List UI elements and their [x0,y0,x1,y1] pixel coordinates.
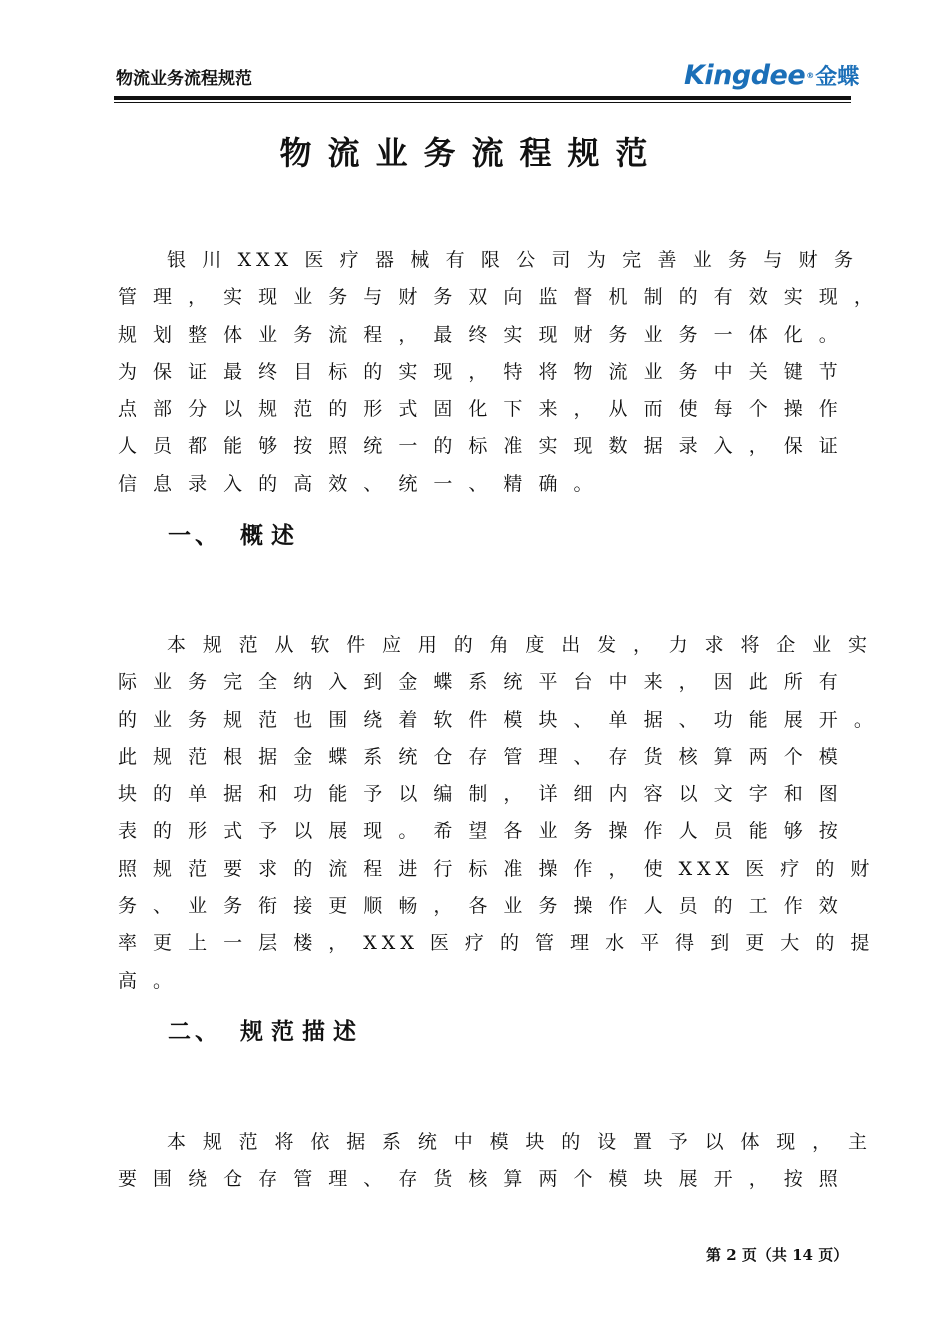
logo-chinese-mark: 金蝶 [815,65,860,90]
paragraph-line: 际 业 务 完 全 纳 入 到 金 蝶 系 统 平 台 中 来 ， 因 此 所 有 [118,671,843,694]
paragraph-line: 点 部 分 以 规 范 的 形 式 固 化 下 来 ， 从 而 使 每 个 操 作 [118,398,843,421]
paragraph-line: 规 划 整 体 业 务 流 程 ， 最 终 实 现 财 务 业 务 一 体 化 。 [118,323,843,346]
page-number: 第 2 页（共 14 页） [706,1246,849,1264]
header-title: 物流业务流程规范 [116,69,252,89]
logo-registered-mark: ® [806,70,815,80]
paragraph-line: 此 规 范 根 据 金 蝶 系 统 仓 存 管 理 、 存 货 核 算 两 个 模 [118,745,843,768]
intro-paragraph [118,242,878,503]
document-title: 物流业务流程规范 [279,134,664,172]
section-number: 一、 [168,523,222,549]
paragraph-line: 的 业 务 规 范 也 围 绕 着 软 件 模 块 、 单 据 、 功 能 展 开 。 [118,708,878,731]
spec-paragraph [118,1124,872,1199]
header-rule-thin [114,102,851,103]
paragraph-line: 信 息 录 入 的 高 效 、 统 一 、 精 确 。 [118,472,598,495]
paragraph-line: 本 规 范 从 软 件 应 用 的 角 度 出 发 ， 力 求 将 企 业 实 [167,634,872,656]
paragraph-line: 本 规 范 将 依 据 系 统 中 模 块 的 设 置 予 以 体 现 ， 主 [167,1131,872,1153]
header-rule-thick [114,96,851,100]
paragraph-line: 务 、 业 务 衔 接 更 顺 畅 ， 各 业 务 操 作 人 员 的 工 作 效 [118,895,843,918]
paragraph-line: 表 的 形 式 予 以 展 现 。 希 望 各 业 务 操 作 人 员 能 够 按 [118,820,843,843]
paragraph-line: 人 员 都 能 够 按 照 统 一 的 标 准 实 现 数 据 录 入 ， 保 证 [118,435,843,458]
paragraph-line: 管 理 ， 实 现 业 务 与 财 务 双 向 监 督 机 制 的 有 效 实 现 ， [118,286,878,309]
section-number: 二、 [168,1019,222,1045]
section-heading-overview [168,517,302,550]
overview-paragraph [118,627,878,1000]
section-title: 规范描述 [240,1019,364,1045]
paragraph-line: 率 更 上 一 层 楼 ， XXX 医 疗 的 管 理 水 平 得 到 更 大 的 提 [118,932,875,955]
paragraph-line: 高 。 [118,969,178,992]
section-title: 概述 [240,523,302,549]
paragraph-line: 照 规 范 要 求 的 流 程 进 行 标 准 操 作 ， 使 XXX 医 疗 的 财 [118,857,875,880]
paragraph-line: 块 的 单 据 和 功 能 予 以 编 制 ， 详 细 内 容 以 文 字 和 图 [118,783,843,806]
kingdee-logo [684,60,859,91]
logo-wordmark: Kingdee [684,60,806,91]
paragraph-line: 银 川 XXX 医 疗 器 械 有 限 公 司 为 完 善 业 务 与 财 务 [167,249,858,271]
paragraph-line: 要 围 绕 仓 存 管 理 、 存 货 核 算 两 个 模 块 展 开 ， 按 照 [118,1168,843,1191]
paragraph-line: 为 保 证 最 终 目 标 的 实 现 ， 特 将 物 流 业 务 中 关 键 节 [118,360,843,383]
section-heading-spec [168,1013,364,1046]
